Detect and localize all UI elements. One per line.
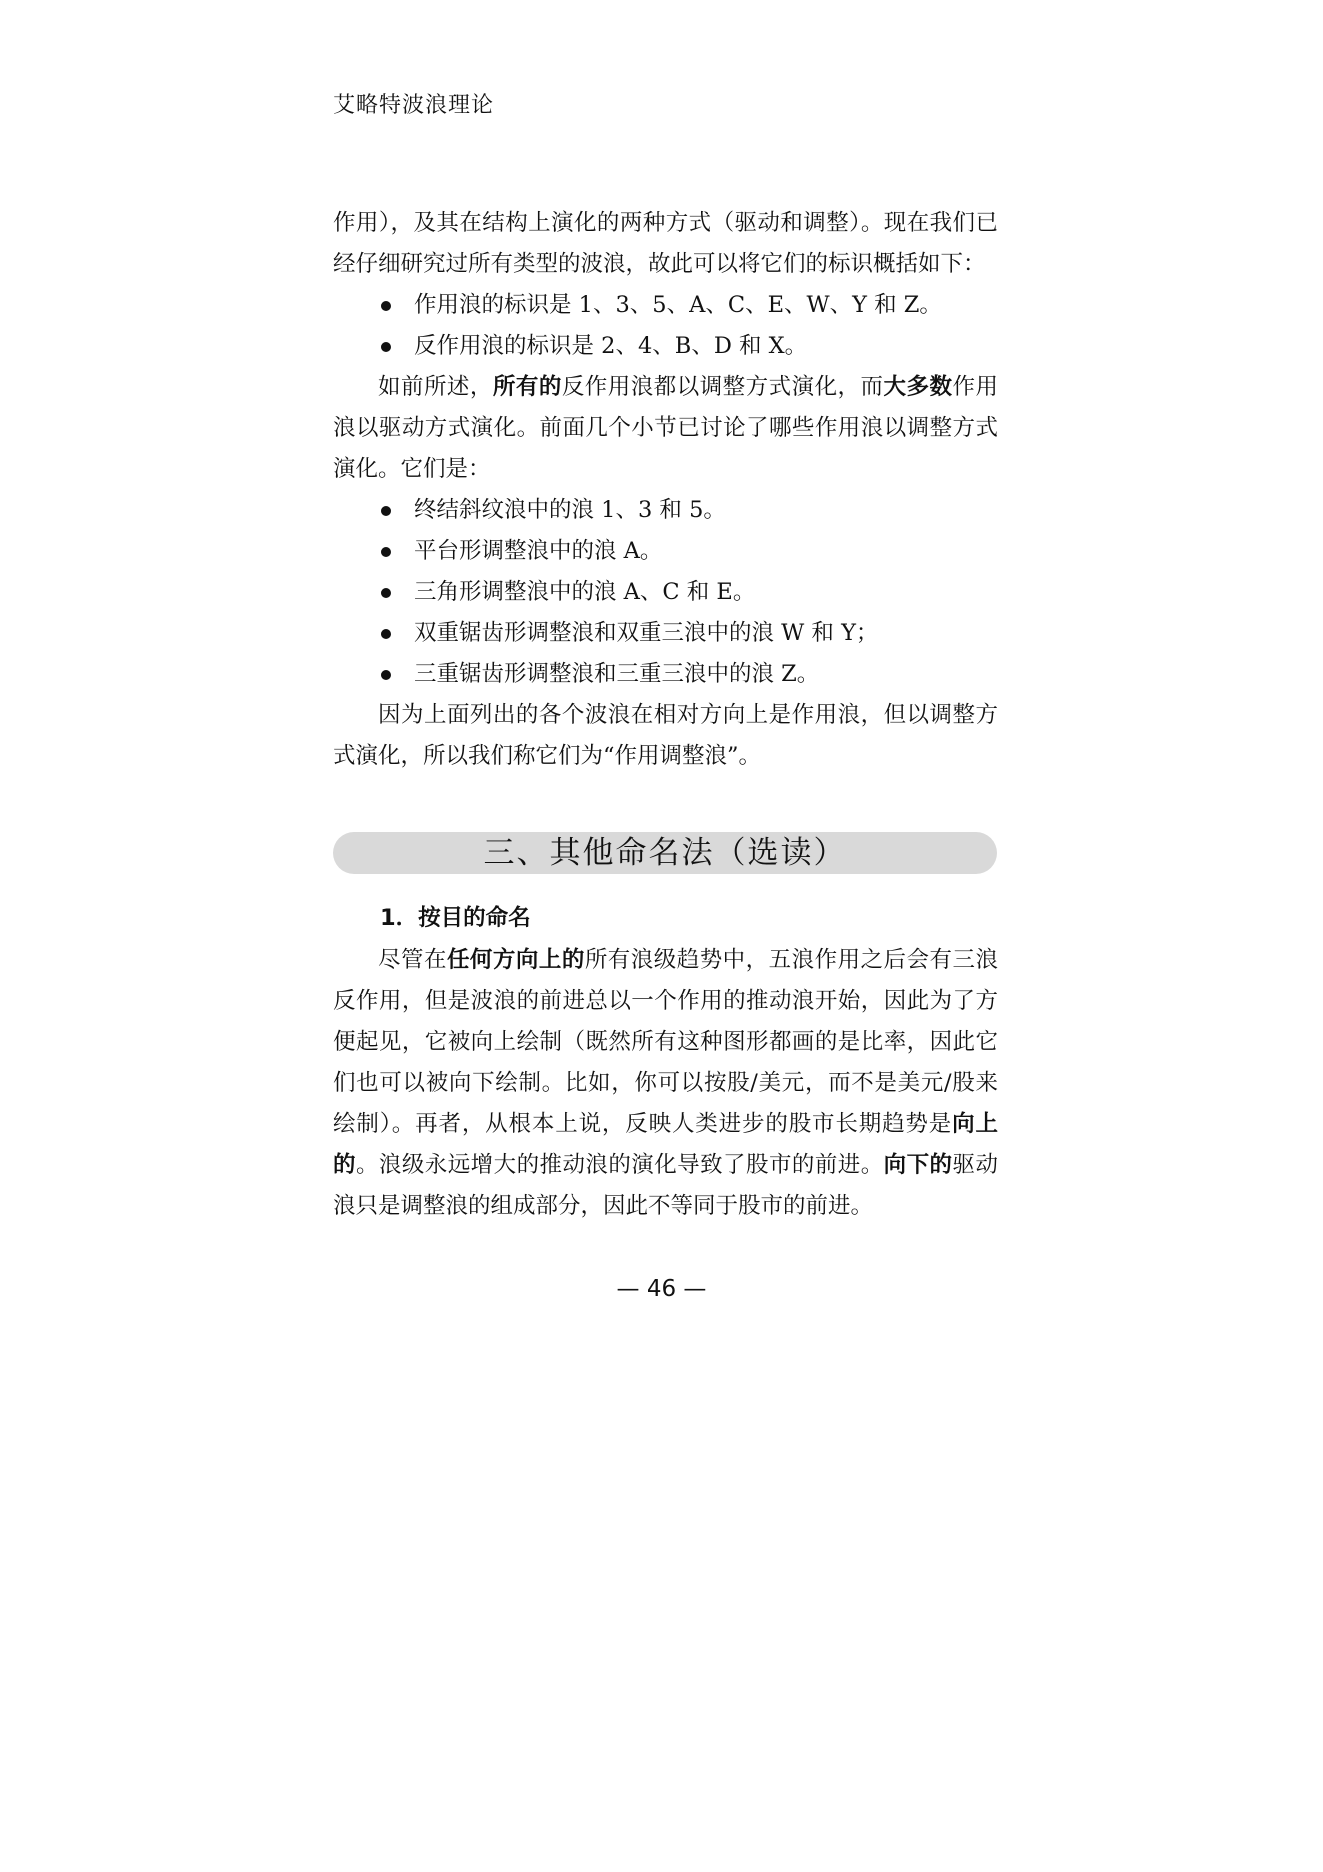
text-run: 尽管在	[378, 947, 447, 973]
list-item-text: 终结斜纹浪中的浪 1、3 和 5。	[414, 497, 726, 523]
bullet-dot-icon	[381, 629, 391, 639]
emphasis-text: 大多数	[883, 374, 953, 400]
list-item	[333, 654, 998, 695]
bullet-dot-icon	[381, 301, 391, 311]
text-run: 反作用浪都以调整方式演化，而	[561, 374, 884, 400]
bullet-dot-icon	[381, 670, 391, 680]
bullet-dot-icon	[381, 547, 391, 557]
bullet-list-wave-labels	[333, 285, 998, 367]
bullet-dot-icon	[381, 506, 391, 516]
bullet-list-corrective-actions	[333, 490, 998, 695]
emphasis-text: 向上的	[333, 1111, 998, 1178]
list-item	[333, 285, 998, 326]
list-item-text: 三角形调整浪中的浪 A、C 和 E。	[414, 579, 756, 605]
text-run: 。浪级永远增大的推动浪的演化导致了股市的前进。	[355, 1152, 884, 1178]
paragraph-4	[333, 940, 998, 1227]
list-item-text: 作用浪的标识是 1、3、5、A、C、E、W、Y 和 Z。	[414, 292, 942, 318]
running-head: 艾略特波浪理论	[333, 93, 495, 118]
list-item	[333, 613, 998, 654]
section-title: 三、其他命名法（选读）	[483, 835, 847, 871]
emphasis-text: 任何方向上的	[446, 947, 585, 973]
paragraph-1: 作用），及其在结构上演化的两种方式（驱动和调整）。现在我们已经仔细研究过所有类型的波浪，故此可以将它们的标识概括如下：	[333, 210, 998, 277]
bullet-dot-icon	[381, 588, 391, 598]
list-item	[333, 572, 998, 613]
list-item-text: 反作用浪的标识是 2、4、B、D 和 X。	[414, 333, 808, 359]
list-item-text: 平台形调整浪中的浪 A。	[414, 538, 663, 564]
list-item	[333, 326, 998, 367]
body-text-upper	[333, 203, 998, 777]
emphasis-text: 向下的	[883, 1152, 953, 1178]
paragraph-3: 因为上面列出的各个波浪在相对方向上是作用浪，但以调整方式演化，所以我们称它们为“作用调整浪”。	[333, 702, 998, 769]
page-number: — 46 —	[616, 1276, 707, 1302]
list-item	[333, 531, 998, 572]
body-text-lower	[333, 940, 998, 1227]
paragraph-2	[333, 367, 998, 490]
list-item-text: 双重锯齿形调整浪和双重三浪中的浪 W 和 Y；	[414, 620, 879, 646]
section-heading-bar	[333, 832, 997, 874]
text-run: 如前所述，	[378, 374, 493, 400]
text-run: 驱动浪只是调整浪的组成部分，因此不等同于股市的前进。	[333, 1152, 998, 1219]
emphasis-text: 所有的	[492, 374, 562, 400]
bullet-dot-icon	[381, 342, 391, 352]
text-run: 作用浪以驱动方式演化。前面几个小节已讨论了哪些作用浪以调整方式演化。它们是：	[333, 374, 998, 482]
subheading: 1．按目的命名	[380, 905, 531, 931]
list-item-text: 三重锯齿形调整浪和三重三浪中的浪 Z。	[414, 661, 820, 687]
list-item	[333, 490, 998, 531]
text-run: 所有浪级趋势中，五浪作用之后会有三浪反作用，但是波浪的前进总以一个作用的推动浪开始，因此为了方便起见，它被向上绘制（既然所有这种图形都画的是比率，因此它们也可以被向下绘制。比如，你可以按股/美元，而不是美元/股来绘制）。再者，从根本上说，反映人类进步的股市长期趋势是	[333, 947, 998, 1137]
